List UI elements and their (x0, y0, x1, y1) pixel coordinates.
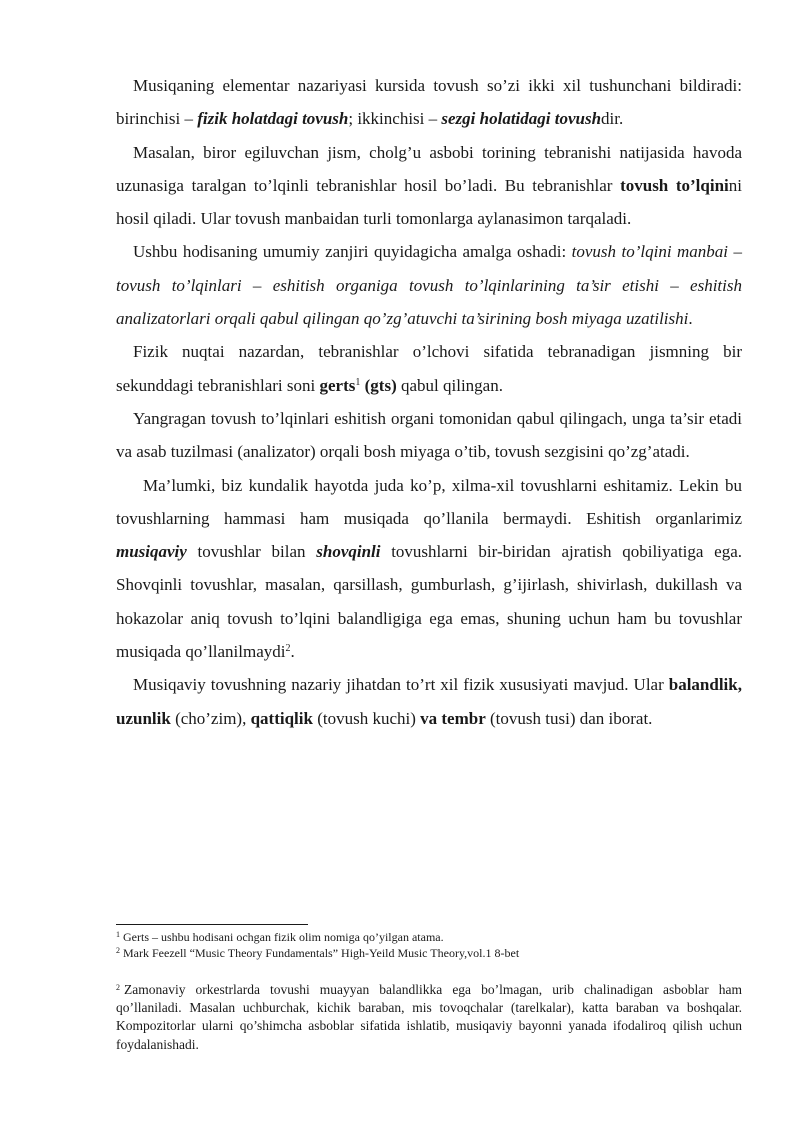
text-run: Musiqaning elementar nazariyasi kursida tovush so’zi ikki xil tushunchani bildiradi: birinchisi – (116, 76, 742, 129)
footnotes (116, 929, 742, 961)
text-run: va tembr (420, 708, 486, 728)
text-run: (cho’zim), (170, 708, 251, 728)
paragraph (116, 69, 742, 136)
footnote-separator (116, 924, 308, 925)
text-run: (tovush kuchi) (312, 708, 421, 728)
text-run: tovush to’lqini (620, 175, 729, 195)
text-run: tovushlarni bir-biridan ajratish qobiliyatiga ega. Shovqinli tovushlar, masalan, qarsillash, gumburlash, g’ijirlash, shivirlash, dukillash va hokazolar aniq tovush to’lqini balandligiga ega emas, shuning uchun ham bu tovushlar musiqada qo’llanilmaydi (116, 542, 742, 662)
text-run: (tovush tusi) dan iborat. (485, 708, 653, 728)
text-run: qabul qilingan. (396, 375, 503, 395)
footnote-text: Mark Feezell “Music Theory Fundamentals” High-Yeild Music Theory,vol.1 8-bet (123, 946, 520, 960)
text-run: balandlik, uzunlik (116, 675, 742, 728)
footnote-mark: 2 (116, 946, 120, 955)
footnote-ref: 2 (285, 643, 291, 655)
footnote-mark: 2 (116, 983, 120, 992)
text-run: musiqaviy (116, 542, 187, 562)
text-run: . (290, 642, 295, 662)
text-run: Yangragan tovush to’lqinlari eshitish organi tomonidan qabul qilingach, unga ta’sir etadi va asab tuzilmasi (analizator) orqali bosh miyaga o’tib, tovush sezgisini qo’zg’atadi. (116, 408, 742, 462)
text-run: gerts (319, 375, 356, 395)
text-run: Masalan, biror egiluvchan jism, cholg’u asbobi torining tebranishi natijasida havoda uzunasiga taralgan to’lqinli tebranishlar hosil bo’ladi. Bu tebranishlar (116, 142, 742, 195)
text-run: ; ikkinchisi – (348, 109, 442, 129)
text-run: shovqinli (316, 542, 381, 562)
text-run: (gts) (360, 375, 397, 395)
footnote-ref: 1 (355, 376, 361, 388)
footnote (116, 945, 742, 961)
footnote-text: Zamonaviy orkestrlarda tovushi muayyan balandlikka ega bo’lmagan, urib chalinadigan asboblar ham qo’llaniladi. Masalan uchburchak, kichik baraban, mis tovoqchalar (tarelkalar), katta baraban va boshqalar. Kompozitorlar ularni qo’shimcha asboblar sifatida ishlatib, musiqaviy bayonni yanada ifodaliroq qilish uchun foydalanishadi. (116, 982, 742, 1052)
text-run: qattiqlik (250, 708, 313, 728)
paragraph (116, 469, 742, 669)
text-run: dir. (601, 109, 624, 129)
paragraph (116, 402, 742, 469)
paragraph (116, 335, 742, 402)
text-run: . (688, 309, 693, 329)
text-run: ni hosil qiladi. Ular tovush manbaidan turli tomonlarga aylanasimon tarqaladi. (116, 175, 742, 229)
body-text (116, 69, 742, 735)
text-run: Musiqaviy tovushning nazariy jihatdan to’rt xil fizik xususiyati mavjud. Ular (133, 675, 669, 695)
extra-footnote (116, 981, 742, 1054)
text-run: Ma’lumki, biz kundalik hayotda juda ko’p, xilma-xil tovushlarni eshitamiz. Lekin bu tovushlarning hammasi ham musiqada qo’llanila bermaydi. Eshitish organlarimiz (116, 475, 742, 528)
paragraph (116, 668, 742, 735)
text-run: tovushlar bilan (186, 542, 317, 562)
footnote-text: Gerts – ushbu hodisani ochgan fizik olim nomiga qo’yilgan atama. (123, 930, 444, 944)
text-run: fizik holatdagi tovush (197, 109, 349, 129)
text-run: tovush to’lqini manbai – tovush to’lqinlari – eshitish organiga tovush to’lqinlarining ta’sir etishi – eshitish analizatorlari orqali qabul qilingan qo’zg’atuvchi ta’sirining bosh miyaga uzatilishi (116, 242, 742, 329)
paragraph (116, 235, 742, 335)
paragraph (116, 136, 742, 236)
footnote-mark: 1 (116, 930, 120, 939)
text-run: Ushbu hodisaning umumiy zanjiri quyidagicha amalga oshadi: (133, 242, 572, 262)
text-run: Fizik nuqtai nazardan, tebranishlar o’lchovi sifatida tebranadigan jismning bir sekunddagi tebranishlari soni (116, 342, 742, 395)
footnote (116, 929, 742, 945)
text-run: sezgi holatidagi tovush (441, 109, 602, 129)
